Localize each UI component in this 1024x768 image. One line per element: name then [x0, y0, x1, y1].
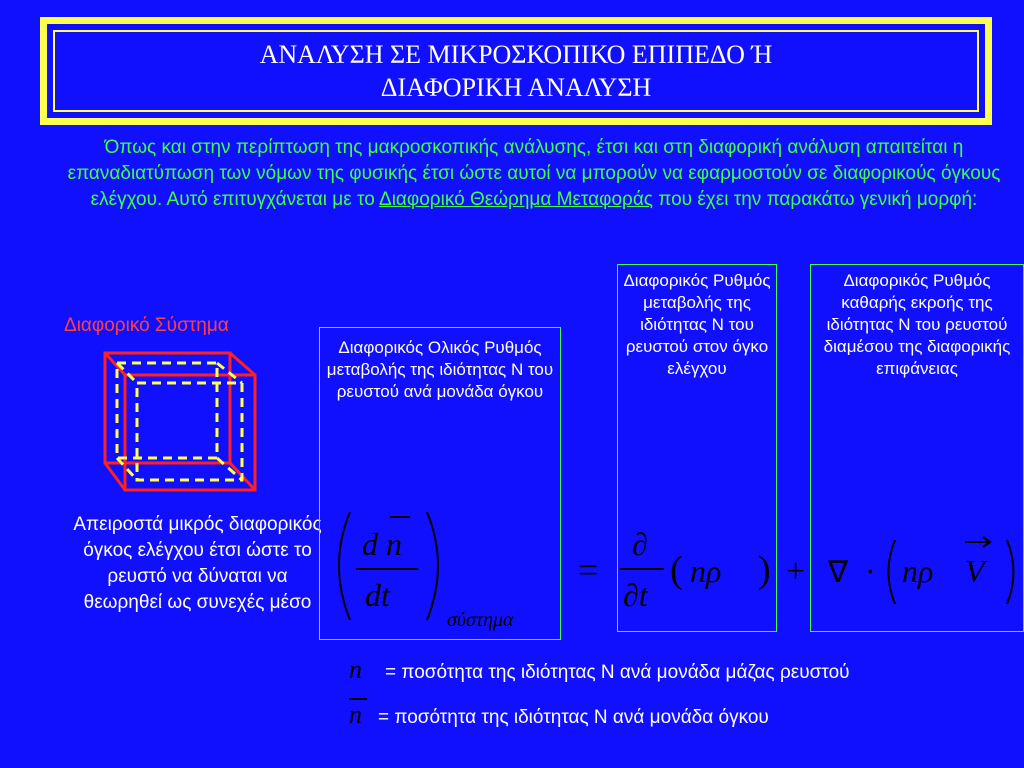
control-volume-cube-icon [95, 345, 265, 495]
eq-V: V [965, 553, 985, 589]
intro-paragraph [64, 135, 1004, 213]
local-rate-label: Διαφορικός Ρυθμός μεταβολής της ιδιότητας Ν του ρευστού στον όγκο ελέγχου [623, 271, 771, 378]
svg-text:): ) [758, 549, 771, 591]
eq-partial: ∂ [632, 526, 648, 562]
transport-theorem-link[interactable]: Διαφορικό Θεώρημα Μεταφοράς [379, 189, 653, 210]
eq-plus: + [786, 553, 806, 590]
eq-n-rho-2: nρ [902, 553, 934, 589]
eq-equals: = [578, 550, 599, 590]
eq-subscript: σύστημα [447, 609, 514, 631]
eq-d: d [362, 526, 378, 562]
page-title [260, 38, 773, 104]
def1-symbol: n [349, 655, 362, 684]
flux-label: Διαφορικός Ρυθμός καθαρής εκροής της ιδιότητας Ν του ρευστού διαμέσου της διαφορικής επιφάνειας [823, 271, 1011, 378]
title-line-1: ΑΝΑΛΥΣΗ ΣΕ ΜΙΚΡΟΣΚΟΠΙΚΟ ΕΠΙΠΕΔΟ Ή [259, 40, 773, 69]
transport-equation [320, 500, 1024, 640]
def2-symbol: n [349, 700, 362, 729]
total-rate-label: Διαφορικός Ολικός Ρυθμός μεταβολής της ιδιότητας Ν του ρευστού ανά μονάδα όγκου [326, 338, 554, 401]
def1-text: = ποσότητα της ιδιότητας Ν ανά μονάδα μάζας ρευστού [385, 662, 850, 683]
eq-n: n [386, 526, 402, 562]
title-box [53, 30, 979, 112]
svg-text:(: ( [670, 549, 683, 591]
system-label: Διαφορικό Σύστημα [64, 315, 229, 336]
eq-dot: · [865, 553, 876, 589]
intro-text-1: Όπως και στην περίπτωση της μακροσκοπικής ανάλυσης, έτσι και στη διαφορική ανάλυση απαιτείται η επαναδιατύπωση των νόμων της φυσικής έτσι ώστε αυτοί να μπορούν να εφαρμοστούν σε διαφορικούς όγκους ελέγχου. Αυτό επιτυγχάνεται με το [67, 137, 1001, 210]
def2-text: = ποσότητα της ιδιότητας Ν ανά μονάδα όγκου [378, 707, 769, 728]
title-frame [40, 17, 992, 125]
intro-text-2: που έχει την παρακάτω γενική μορφή: [658, 189, 978, 210]
eq-partial-t: ∂t [623, 577, 648, 613]
system-description: Απειροστά μικρός διαφορικός όγκος ελέγχου έτσι ώστε το ρευστό να δύναται να θεωρηθεί ως συνεχές μέσο [73, 514, 322, 613]
title-line-2: ΔΙΑΦΟΡΙΚΗ ΑΝΑΛΥΣΗ [380, 73, 652, 102]
eq-dt: dt [365, 577, 390, 613]
eq-nabla: ∇ [828, 556, 849, 589]
eq-n-rho: nρ [690, 553, 722, 589]
